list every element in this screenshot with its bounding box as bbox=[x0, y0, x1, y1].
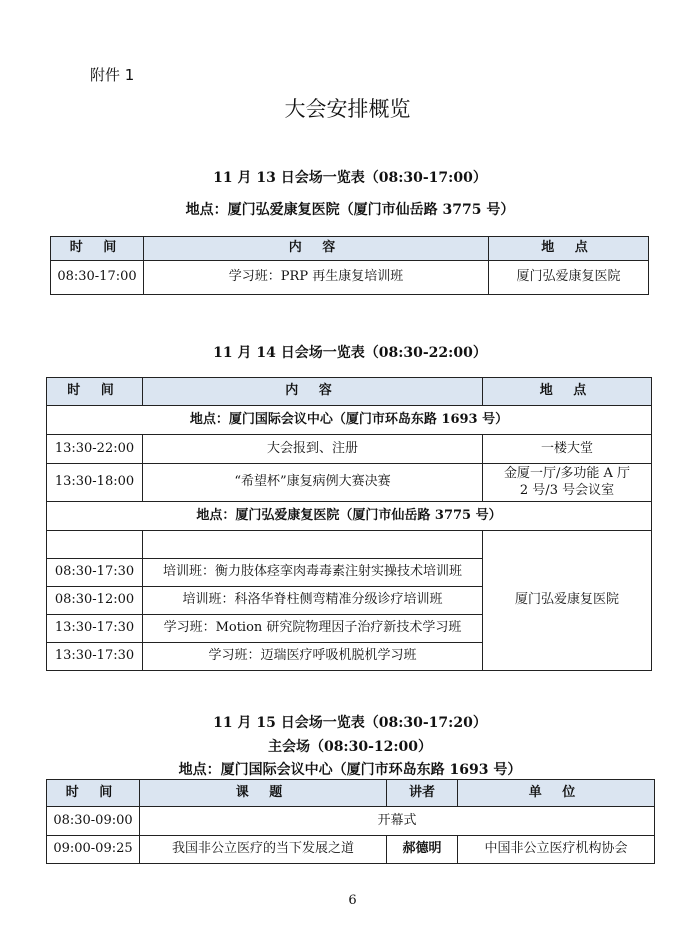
cell-time: 08:30-12:00 bbox=[47, 587, 143, 615]
table-row bbox=[47, 531, 652, 559]
cell-content: 学习班：PRP 再生康复培训班 bbox=[144, 261, 489, 295]
cell-time: 08:30-17:30 bbox=[47, 559, 143, 587]
page-title: 大会安排概览 bbox=[284, 97, 411, 121]
table-row bbox=[47, 836, 655, 864]
cell-time: 13:30-17:30 bbox=[47, 643, 143, 671]
cell-place bbox=[483, 464, 652, 502]
day15-heading: 11 月 15 日会场一览表（08:30-17:20） bbox=[213, 715, 487, 731]
day14-table bbox=[46, 377, 652, 671]
day13-table bbox=[50, 236, 649, 295]
day15-venue: 地点：厦门国际会议中心（厦门市环岛东路 1693 号） bbox=[178, 762, 522, 778]
cell-speaker: 郝德明 bbox=[387, 836, 458, 864]
day14-heading: 11 月 14 日会场一览表（08:30-22:00） bbox=[213, 345, 487, 361]
header-unit: 单 位 bbox=[458, 780, 655, 807]
table-header-row bbox=[47, 378, 652, 406]
page-number: 6 bbox=[348, 893, 357, 908]
table-header-row bbox=[47, 780, 655, 807]
attachment-label: 附件 1 bbox=[90, 66, 135, 84]
cell-time: 13:30-17:30 bbox=[47, 615, 143, 643]
cell-time: 13:30-22:00 bbox=[47, 435, 143, 464]
cell-content: 培训班：科洛华脊柱侧弯精准分级诊疗培训班 bbox=[143, 587, 483, 615]
cell-time-empty bbox=[47, 531, 143, 559]
header-speaker: 讲者 bbox=[387, 780, 458, 807]
table-row bbox=[47, 807, 655, 836]
cell-time: 08:30-17:00 bbox=[51, 261, 144, 295]
header-content: 内 容 bbox=[144, 237, 489, 261]
section-venue-row bbox=[47, 502, 652, 531]
cell-time: 09:00-09:25 bbox=[47, 836, 140, 864]
section1-venue: 地点：厦门国际会议中心（厦门市环岛东路 1693 号） bbox=[47, 406, 652, 435]
day13-heading: 11 月 13 日会场一览表（08:30-17:00） bbox=[213, 170, 487, 186]
cell-place: 一楼大堂 bbox=[483, 435, 652, 464]
header-topic: 课 题 bbox=[140, 780, 387, 807]
place-line-2: 2 号/3 号会议室 bbox=[519, 482, 615, 498]
table-row bbox=[47, 435, 652, 464]
table-row bbox=[47, 464, 652, 502]
cell-content: 开幕式 bbox=[140, 807, 655, 836]
cell-content-empty bbox=[143, 531, 483, 559]
day15-subheading: 主会场（08:30-12:00） bbox=[267, 739, 433, 755]
cell-place-merged: 厦门弘爱康复医院 bbox=[483, 531, 652, 671]
cell-content: “希望杯”康复病例大赛决赛 bbox=[143, 464, 483, 502]
header-content: 内 容 bbox=[143, 378, 483, 406]
header-time: 时 间 bbox=[51, 237, 144, 261]
table-header-row bbox=[51, 237, 649, 261]
cell-unit: 中国非公立医疗机构协会 bbox=[458, 836, 655, 864]
cell-content: 大会报到、注册 bbox=[143, 435, 483, 464]
place-line-1: 金厦一厅/多功能 A 厅 bbox=[503, 466, 631, 482]
day15-table bbox=[46, 779, 655, 864]
cell-content: 学习班：Motion 研究院物理因子治疗新技术学习班 bbox=[143, 615, 483, 643]
section2-venue: 地点：厦门弘爱康复医院（厦门市仙岳路 3775 号） bbox=[47, 502, 652, 531]
header-time: 时 间 bbox=[47, 780, 140, 807]
cell-place: 厦门弘爱康复医院 bbox=[489, 261, 649, 295]
header-place: 地 点 bbox=[483, 378, 652, 406]
cell-time: 08:30-09:00 bbox=[47, 807, 140, 836]
header-place: 地 点 bbox=[489, 237, 649, 261]
day13-venue: 地点：厦门弘爱康复医院（厦门市仙岳路 3775 号） bbox=[185, 202, 515, 218]
cell-time: 13:30-18:00 bbox=[47, 464, 143, 502]
table-row bbox=[51, 261, 649, 295]
cell-topic: 我国非公立医疗的当下发展之道 bbox=[140, 836, 387, 864]
cell-content: 学习班：迈瑞医疗呼吸机脱机学习班 bbox=[143, 643, 483, 671]
cell-content: 培训班：衡力肢体痉挛肉毒毒素注射实操技术培训班 bbox=[143, 559, 483, 587]
section-venue-row bbox=[47, 406, 652, 435]
header-time: 时 间 bbox=[47, 378, 143, 406]
